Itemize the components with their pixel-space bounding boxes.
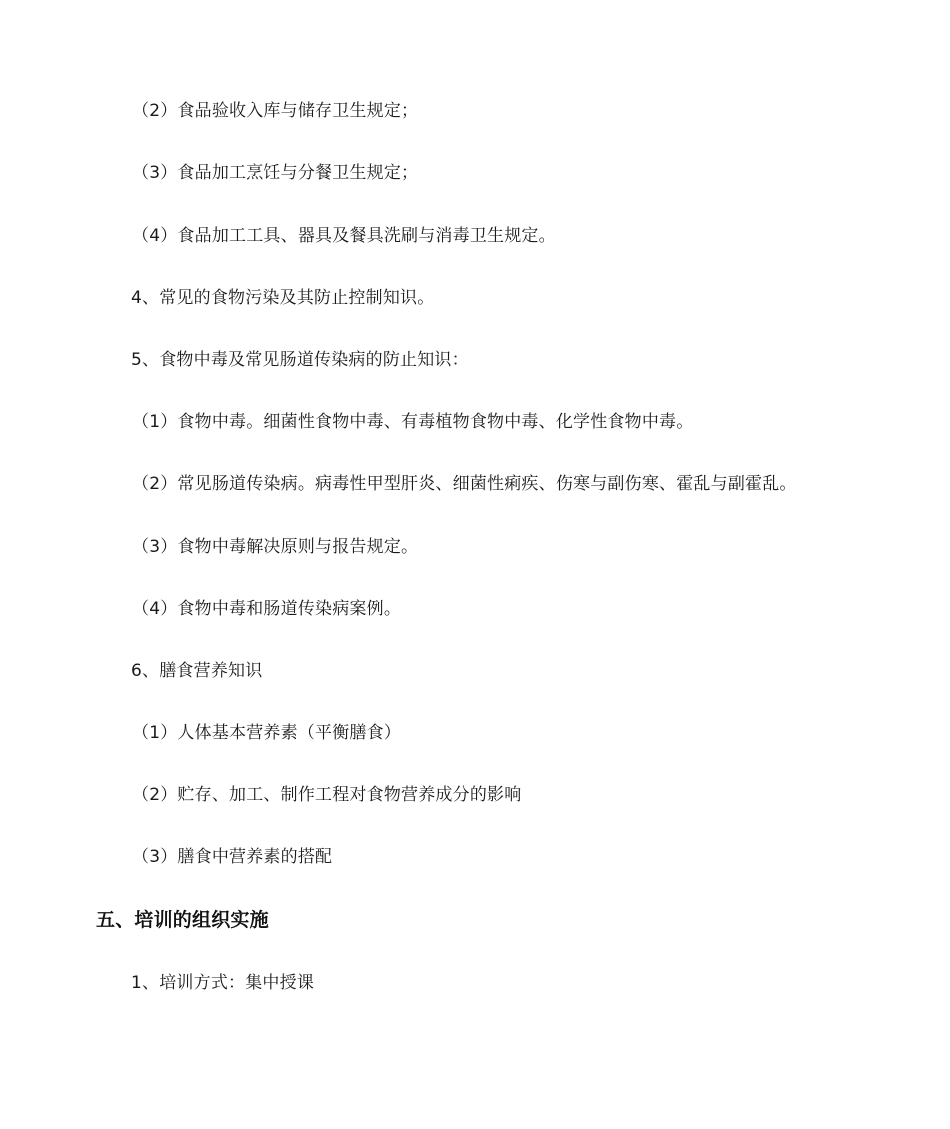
sub-item-poisoning-handling: （3）食物中毒解决原则与报告规定。	[132, 537, 419, 557]
sub-item-basic-nutrients: （1）人体基本营养素（平衡膳食）	[132, 723, 402, 743]
sub-item-processing-effects: （2）贮存、加工、制作工程对食物营养成分的影响	[132, 785, 522, 805]
sub-item-food-processing-cooking: （3）食品加工烹饪与分餐卫生规定；	[132, 163, 419, 183]
sub-item-food-acceptance-storage: （2）食品验收入库与储存卫生规定；	[132, 101, 419, 121]
sub-item-nutrient-matching: （3）膳食中营养素的搭配	[132, 847, 333, 867]
sub-item-tools-disinfection: （4）食品加工工具、器具及餐具洗刷与消毒卫生规定。	[132, 226, 556, 246]
list-item-training-method: 1、培训方式：集中授课	[131, 973, 315, 993]
list-item-food-contamination: 4、常见的食物污染及其防止控制知识。	[131, 288, 435, 308]
sub-item-poisoning-types: （1）食物中毒。细菌性食物中毒、有毒植物食物中毒、化学性食物中毒。	[132, 412, 694, 432]
sub-item-intestinal-diseases: （2）常见肠道传染病。病毒性甲型肝炎、细菌性痢疾、伤寒与副伤寒、霍乱与副霍乱。	[132, 474, 797, 494]
sub-item-cases: （4）食物中毒和肠道传染病案例。	[132, 599, 402, 619]
section-heading: 五、培训的组织实施	[96, 909, 269, 931]
list-item-food-poisoning: 5、食物中毒及常见肠道传染病的防止知识：	[131, 350, 469, 370]
list-item-nutrition: 6、膳食营养知识	[131, 661, 263, 681]
